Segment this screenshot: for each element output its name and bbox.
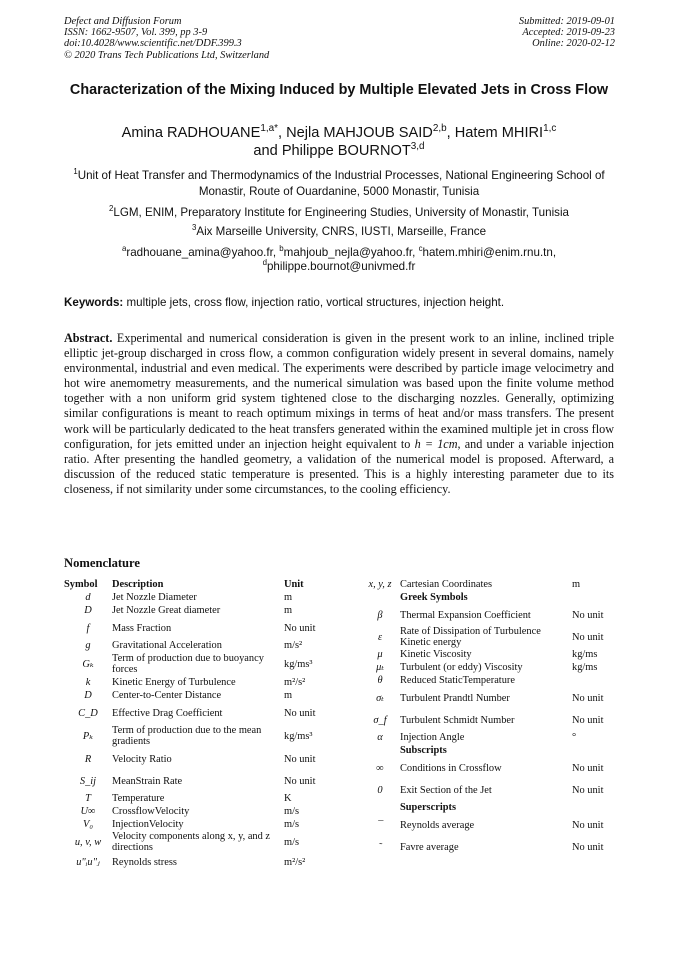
nomenclature-symbol: ∞ [376, 762, 384, 774]
nomenclature-description: Effective Drag Coefficient [112, 707, 223, 719]
nomenclature-description: Cartesian Coordinates [400, 579, 493, 590]
nomenclature-row [64, 689, 344, 702]
email-list: $^a$radhouane_amina@yahoo.fr, $^b$mahjoub_nejla@yahoo.fr, $^c$hatem.mhiri@enim.rnu.tn, $^d$philippe.bournot@univmed.fr [121, 244, 557, 273]
doi: doi:10.4028/www.scientific.net/DDF.399.3 [64, 38, 242, 50]
nomenclature-unit: m/s [284, 806, 300, 817]
nomenclature-row [64, 818, 344, 831]
nomenclature-symbol: U∞ [80, 806, 96, 817]
dates-header [519, 16, 615, 50]
nomenclature-unit: No unit [572, 609, 604, 621]
email-sup: d [262, 258, 267, 268]
nomenclature-symbol: V₀ [83, 819, 93, 830]
nomenclature-description: Exit Section of the Jet [400, 784, 492, 796]
nomenclature-description: Velocity Ratio [112, 753, 172, 765]
affiliation-text: Aix Marseille University, CNRS, IUSTI, Marseille, France [196, 225, 487, 238]
nomenclature-row [360, 836, 618, 858]
nomenclature-description: Rate of Dissipation of Turbulence Kinetic energy [400, 626, 541, 648]
nomenclature-unit: No unit [284, 622, 316, 634]
nomenclature-unit: m/s [284, 836, 300, 848]
author-name: Philippe BOURNOT [281, 143, 411, 159]
nomenclature-description: MeanStrain Rate [112, 775, 183, 787]
affiliation-sup: 3 [191, 223, 197, 233]
email-link[interactable]: radhouane_amina@yahoo.fr [126, 246, 273, 259]
nomenclature-row [64, 792, 344, 805]
nomenclature-unit: m [572, 579, 581, 590]
author-name: Nejla MAHJOUB SAID [286, 125, 433, 141]
nomenclature-unit: No unit [572, 714, 604, 726]
abstract-label: Abstract. [64, 331, 113, 345]
nomenclature-row [360, 709, 618, 731]
keywords [64, 296, 614, 310]
paper-title: Characterization of the Mixing Induced by Multiple Elevated Jets in Cross Flow [69, 82, 609, 98]
nomenclature-row [64, 853, 344, 872]
nomenclature-description: Kinetic Energy of Turbulence [112, 677, 236, 688]
nomenclature-unit: kg/ms³ [284, 730, 313, 742]
affiliation-text: LGM, ENIM, Preparatory Institute for Engineering Studies, University of Monastir, Tunisia [113, 206, 569, 219]
nomenclature-symbol: u, v, w [74, 836, 102, 848]
nomenclature-description: Reynolds stress [112, 857, 177, 868]
nomenclature-symbol: x, y, z [368, 579, 392, 590]
author-sup: 3,d [410, 141, 425, 153]
nomenclature-unit: kg/ms [572, 649, 598, 660]
nomenclature-description: Temperature [112, 793, 165, 804]
author-sup: 1,a* [260, 123, 278, 135]
nomenclature-symbol: D [84, 690, 92, 701]
nomenclature-section-heading [360, 801, 618, 814]
nomenclature-row [360, 626, 618, 648]
author-name: Hatem MHIRI [454, 125, 544, 141]
nomenclature-section-heading [360, 744, 618, 757]
nomenclature-description: Velocity components along x, y, and z directions [112, 831, 271, 853]
nomenclature-symbol: D [84, 605, 92, 616]
nomenclature-row [360, 779, 618, 801]
nomenclature-symbol: g [85, 640, 91, 651]
nomenclature-unit: No unit [284, 753, 316, 765]
nomenclature-symbol: d [85, 592, 91, 603]
description-header: Description [112, 579, 164, 590]
nomenclature-symbol: Pₖ [82, 730, 94, 742]
nomenclature-description: Gravitational Acceleration [112, 640, 222, 651]
nomenclature-unit: No unit [572, 692, 604, 704]
nomenclature-description: Reduced StaticTemperature [400, 675, 515, 686]
email-link[interactable]: hatem.mhiri@enim.rnu.tn [422, 246, 553, 259]
nomenclature-symbol: 0 [377, 784, 383, 796]
nomenclature-symbol: θ [377, 675, 383, 686]
nomenclature-row [64, 748, 344, 770]
nomenclature-unit: kg/ms³ [284, 658, 313, 670]
nomenclature-description: Term of production due to buoyancy forces [112, 653, 264, 675]
nomenclature-description: Subscripts [400, 745, 447, 756]
nomenclature-row [64, 591, 344, 604]
nomenclature-unit: m [284, 605, 293, 616]
author-sep: , [277, 125, 287, 141]
nomenclature-symbol: σₜ [376, 692, 384, 704]
nomenclature-symbol: T [85, 793, 91, 804]
author-and: and [253, 143, 282, 159]
email-sup: b [279, 244, 284, 254]
nomenclature-left-table [64, 578, 344, 872]
journal-header [64, 16, 269, 61]
nomenclature-row [64, 805, 344, 818]
nomenclature-symbol: μ [377, 649, 383, 660]
nomenclature-row [64, 770, 344, 792]
nomenclature-unit: m [284, 690, 293, 701]
author-sep: , [446, 125, 455, 141]
submitted-date: Submitted: 2019-09-01 [518, 16, 615, 27]
nomenclature-description: Greek Symbols [400, 592, 468, 603]
nomenclature-description: Conditions in Crossflow [400, 762, 502, 774]
keywords-text: multiple jets, cross flow, injection ratio, vortical structures, injection height. [126, 296, 505, 309]
nomenclature-unit: m/s² [284, 640, 303, 651]
nomenclature-description: Turbulent Prandtl Number [400, 692, 510, 704]
nomenclature-symbol: R [84, 753, 92, 765]
nomenclature-symbol: S_ij [79, 775, 97, 787]
nomenclature-row [360, 578, 618, 591]
nomenclature-row [360, 674, 618, 687]
nomenclature-symbol: C_D [78, 707, 98, 719]
keywords-label: Keywords: [64, 296, 124, 309]
affiliation [64, 168, 614, 199]
nomenclature-row [360, 687, 618, 709]
nomenclature-unit: ° [572, 732, 577, 743]
unit-header: Unit [284, 579, 304, 590]
email-sup: a [121, 244, 127, 254]
nomenclature-symbol: f [86, 622, 90, 634]
nomenclature-unit: No unit [572, 841, 604, 853]
nomenclature-description: Center-to-Center Distance [112, 690, 222, 701]
nomenclature-row [64, 652, 344, 676]
nomenclature-row [360, 757, 618, 779]
author-sup: 2,b [432, 123, 447, 135]
nomenclature-right-table [360, 578, 618, 858]
nomenclature-description: Kinetic Viscosity [400, 649, 472, 660]
email-link[interactable]: philippe.bournot@univmed.fr [266, 260, 416, 273]
nomenclature-symbol: μₜ [376, 662, 384, 673]
nomenclature-unit: No unit [572, 762, 604, 774]
nomenclature-row [64, 617, 344, 639]
nomenclature-unit: m²/s² [284, 677, 306, 688]
nomenclature-description: Turbulent Schmidt Number [400, 714, 515, 726]
nomenclature-symbol: α [377, 732, 383, 743]
abstract-text: , and under a variable injection ratio. After presenting the handled geometry, a validation of the numerical model is proposed. Afterward, a discussion of the reduced static temperature is presented. This is a highly interesting parameter due to its closeness, if not similarity under some circumstances, to the cooling efficiency. [64, 436, 614, 496]
accepted-date: Accepted: 2019-09-23 [522, 27, 615, 39]
nomenclature-description: Mass Fraction [112, 622, 172, 634]
affiliation [64, 224, 614, 240]
nomenclature-unit: m/s [284, 819, 300, 830]
nomenclature-row [64, 831, 344, 853]
nomenclature-description: Jet Nozzle Great diameter [112, 605, 221, 616]
nomenclature-description: Jet Nozzle Diameter [112, 592, 197, 603]
nomenclature-unit: No unit [572, 819, 604, 831]
nomenclature-row [64, 604, 344, 617]
nomenclature-row [360, 814, 618, 836]
nomenclature-row [64, 702, 344, 724]
affiliation-sup: 2 [109, 204, 114, 214]
nomenclature-symbol: u"ᵢu"ⱼ [76, 857, 100, 868]
issn: ISSN: 1662-9507, Vol. 399, pp 3-9 [64, 27, 208, 39]
nomenclature-symbol: ε [377, 631, 383, 643]
nomenclature-unit: K [284, 793, 292, 804]
nomenclature-unit: No unit [284, 707, 316, 719]
nomenclature-unit: No unit [572, 631, 604, 643]
nomenclature-description: Reynolds average [400, 819, 475, 831]
nomenclature-row [64, 676, 344, 689]
nomenclature-row [360, 604, 618, 626]
nomenclature-description: Favre average [400, 841, 459, 853]
nomenclature-row [360, 648, 618, 661]
nomenclature-row [360, 731, 618, 744]
nomenclature-header-row [64, 578, 344, 591]
nomenclature-symbol: σ_f [373, 714, 387, 726]
author-name: Amina RADHOUANE [121, 125, 261, 141]
abstract-equation: h = 1cm [414, 436, 458, 451]
nomenclature-row [360, 661, 618, 674]
nomenclature-section-heading [360, 591, 618, 604]
email-sup: c [418, 244, 423, 254]
email-link[interactable]: mahjoub_nejla@yahoo.fr [283, 246, 413, 259]
nomenclature-unit: No unit [284, 775, 316, 787]
nomenclature-description: Turbulent (or eddy) Viscosity [400, 662, 523, 673]
online-date: Online: 2020-02-12 [532, 38, 615, 50]
nomenclature-symbol: ¯ [377, 819, 383, 831]
nomenclature-description: CrossflowVelocity [112, 806, 190, 817]
nomenclature-description: Injection Angle [400, 732, 465, 743]
nomenclature-unit: No unit [572, 784, 604, 796]
abstract-text: Experimental and numerical consideration is given in the present work to an inline, inclined triple elliptic jet-group discharged in cross flow, a common configuration widely present in several domains, namely environmental, industrial and even medical. The experiments were described by particle image velocimetry and hot wire anemometry measurements, and the numerical simulation was based upon the finite volume method together with a non uniform grid system tightened close to the discharging nozzles. Generally, optimizing similar configurations is meant to reach optimum mixings in terms of heat and/or mass transfers. The present work will be particularly dedicated to the heat transfers generated within the examined multiple jet in cross flow configuration, for jets emitted under an injection height equivalent to [64, 331, 614, 451]
nomenclature-symbol: ˜ [378, 841, 382, 853]
nomenclature-unit: m [284, 592, 293, 603]
symbol-header: Symbol [64, 579, 98, 590]
author-sup: 1,c [543, 123, 557, 135]
journal-name: Defect and Diffusion Forum [64, 16, 182, 27]
nomenclature-description: Thermal Expansion Coefficient [400, 609, 531, 621]
affiliation-sup: 1 [73, 167, 78, 177]
nomenclature-symbol: β [377, 609, 383, 621]
nomenclature-symbol: Gₖ [82, 658, 94, 670]
affiliation [64, 205, 614, 221]
affiliation-text: Unit of Heat Transfer and Thermodynamics of the Industrial Processes, National Engineering School of Monastir, Route of Ouardanine, 5000 Monastir, Tunisia [77, 169, 605, 198]
nomenclature-unit: kg/ms [572, 662, 598, 673]
nomenclature-symbol: k [85, 677, 91, 688]
nomenclature-row [64, 639, 344, 652]
abstract [64, 331, 614, 497]
nomenclature-description: Superscripts [400, 802, 456, 813]
nomenclature-unit: m²/s² [284, 857, 306, 868]
nomenclature-description: Term of production due to the mean gradients [112, 725, 262, 747]
copyright: © 2020 Trans Tech Publications Ltd, Switzerland [64, 49, 270, 61]
nomenclature-title: Nomenclature [64, 556, 141, 570]
author-list [64, 124, 614, 160]
nomenclature-row [64, 724, 344, 748]
nomenclature-description: InjectionVelocity [112, 819, 184, 830]
